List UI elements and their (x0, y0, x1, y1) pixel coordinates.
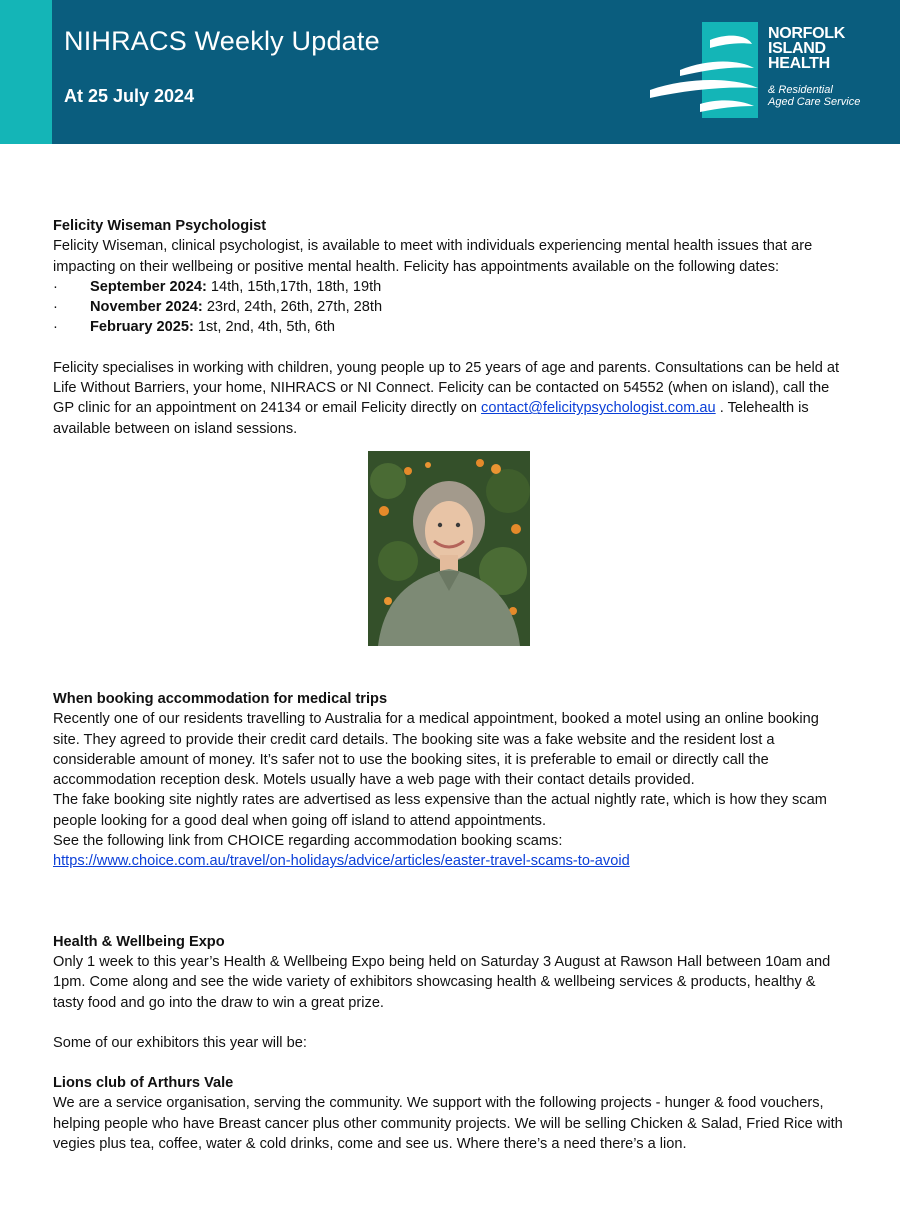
expo-para-1: Only 1 week to this year’s Health & Wellbeing Expo being held on Saturday 3 August at Rawson Hall between 10am and 1pm. Come along and see the wide variety of exhibitors showcasing health & wellbeing services & products, healthy & tasty food and go into the draw to win a great prize. (53, 953, 831, 1011)
logo-wordmark: NORFOLK ISLAND HEALTH (768, 25, 846, 72)
booking-para-3: See the following link from CHOICE regarding accommodation booking scams: (53, 833, 563, 850)
date-list-item (53, 317, 843, 337)
photo-container (53, 439, 843, 669)
date-days: 1st, 2nd, 4th, 5th, 6th (193, 319, 336, 336)
norfolk-island-health-logo (640, 18, 880, 128)
lions-heading: Lions club of Arthurs Vale (53, 1075, 234, 1092)
bullet-icon: · (53, 319, 58, 336)
accent-strip (0, 0, 52, 144)
logo-subtitle: & Residential Aged Care Service (768, 84, 861, 108)
issue-date: At 25 July 2024 (64, 86, 195, 106)
date-days: 23rd, 24th, 26th, 27th, 28th (202, 299, 383, 316)
date-list-item (53, 297, 843, 317)
date-month: February 2025: (90, 319, 194, 336)
date-month: September 2024: (90, 278, 207, 295)
felicity-heading: Felicity Wiseman Psychologist (53, 218, 267, 234)
expo-para-2: Some of our exhibitors this year will be: (53, 1034, 307, 1051)
lions-para: We are a service organisation, serving the community. We support with the following projects - hunger & food vouchers, helping people who have Breast cancer plus other community projects. We will be selling Chicken & Salad, Fried Rice with vegies plus tea, coffee, water & cold drinks, come and see us. Where there’s a need there’s a lion. (53, 1095, 843, 1153)
felicity-details: Felicity specialises in working with children, young people up to 25 years of age and parents. Consultations can be held at Life Without Barriers, your home, NIHRACS or NI Connect. Felicity can be contacted on 54552 (when on island), call the GP clinic for an appointment on 24134 or email Felicity directly on contact@felicitypsychologist.com.au . Telehealth is available between on island sessions. (53, 359, 840, 437)
logo-emblem-icon (640, 18, 765, 128)
page-title: NIHRACS Weekly Update (64, 26, 380, 56)
header-banner (0, 0, 900, 144)
booking-para-2: The fake booking site nightly rates are advertised as less expensive than the actual nightly rate, which is how they scam people looking for a good deal when going off island to attend appointments. (53, 792, 827, 829)
date-list-item (53, 277, 843, 297)
bullet-icon: · (53, 299, 58, 316)
date-days: 14th, 15th,17th, 18th, 19th (206, 278, 382, 295)
portrait-photo (368, 451, 530, 646)
bullet-icon: · (53, 278, 58, 295)
email-link[interactable]: contact@felicitypsychologist.com.au (481, 400, 716, 417)
choice-link[interactable]: https://www.choice.com.au/travel/on-holidays/advice/articles/easter-travel-scams-to-avoid (53, 853, 630, 870)
booking-para-1: Recently one of our residents travelling to Australia for a medical appointment, booked a motel using an online booking site. They agreed to provide their credit card details. The booking site was a fake website and the resident lost a considerable amount of money. It’s safer not to use the booking sites, it is preferable to email or directly call the accommodation reception desk. Motels usually have a web page with their contact details provided. (53, 711, 819, 789)
felicity-intro: Felicity Wiseman, clinical psychologist, is available to meet with individuals experiencing mental health issues that are impacting on their wellbeing or positive mental health. Felicity has appointments available on the following dates: (53, 238, 813, 275)
date-month: November 2024: (90, 299, 203, 316)
expo-heading: Health & Wellbeing Expo (53, 933, 225, 950)
newsletter-body (53, 216, 843, 1154)
booking-heading: When booking accommodation for medical trips (53, 690, 388, 707)
